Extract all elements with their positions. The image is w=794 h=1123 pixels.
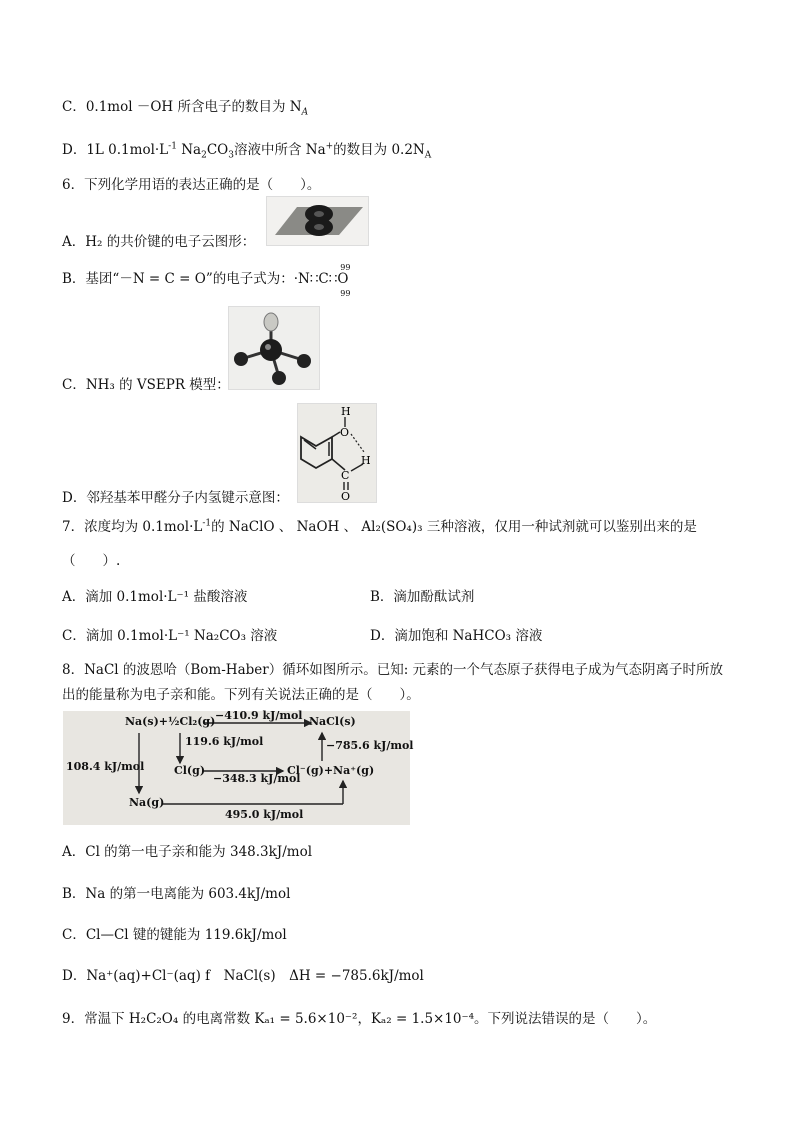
- q5-d-sub2: 3: [228, 150, 234, 161]
- energy-na-sublimation: 108.4 kJ/mol: [66, 760, 145, 773]
- q5-d-part3: CO: [206, 142, 229, 158]
- q6-b-text: B．基团“－N = C = O”的电子式为：: [62, 271, 294, 287]
- q6-option-b: [62, 263, 351, 298]
- isocyanate-electron-formula: [293, 263, 351, 298]
- q5-option-c-sub: A: [301, 107, 309, 118]
- q8-option-d: D．Na⁺(aq)+Cl⁻(aq) f NaCl(s) ΔH = −785.6kJ/mol: [62, 968, 424, 984]
- q8-option-b: B．Na 的第一电离能为 603.4kJ/mol: [62, 886, 291, 902]
- q8-option-a: A．Cl 的第一电子亲和能为 348.3kJ/mol: [62, 844, 313, 860]
- q5-d-sup2: +: [325, 141, 334, 152]
- q6-b-dots-bottom: 99: [340, 289, 351, 298]
- label-nacl-s: NaCl(s): [309, 715, 356, 728]
- electron-cloud-icon: [267, 197, 368, 245]
- q8-stem-line1: 8．NaCl 的波恩哈（Bom-Haber）循环如图所示。已知: 元素的一个气态原子获得电子成为气态阴离子时所放: [62, 662, 724, 678]
- q5-d-part4: 溶液中所含 Na: [233, 142, 326, 158]
- q5-option-c: [62, 98, 308, 116]
- q5-d-sup1: -1: [168, 141, 177, 152]
- born-haber-cycle-diagram: [63, 709, 414, 825]
- svg-text:O: O: [340, 426, 350, 439]
- energy-ionization: 495.0 kJ/mol: [225, 808, 304, 821]
- q7-option-d: D．滴加饱和 NaHCO₃ 溶液: [370, 628, 543, 644]
- nh3-vsepr-model-image: [228, 306, 320, 390]
- vsepr-model-icon: [229, 307, 319, 389]
- q7-stem-line1: [62, 518, 697, 536]
- svg-text:H: H: [361, 454, 371, 467]
- q5-d-part1: D．1L 0.1mol·L: [62, 142, 169, 158]
- q6-option-c: C．NH₃ 的 VSEPR 模型：: [62, 377, 230, 393]
- energy-formation: −410.9 kJ/mol: [215, 709, 303, 722]
- q5-d-sub3: A: [424, 150, 432, 161]
- q7-stem-sup: -1: [202, 518, 212, 529]
- svg-text:C: C: [341, 469, 350, 482]
- h2-electron-cloud-image: [266, 196, 369, 246]
- label-na-g: Na(g): [129, 796, 165, 809]
- q5-d-sub1: 2: [201, 150, 207, 161]
- q5-option-d: [62, 141, 431, 159]
- q6-option-a: A．H₂ 的共价键的电子云图形：: [62, 234, 256, 250]
- q7-stem-part2: 的 NaClO 、 NaOH 、 Al₂(SO₄)₃ 三种溶液，仅用一种试剂就可以鉴别出来的是: [211, 519, 697, 535]
- label-cl-g: Cl(g): [174, 764, 206, 777]
- q8-stem-line2: 出的能量称为电子亲和能。下列有关说法正确的是（ ）。: [62, 687, 420, 703]
- q7-option-b: B．滴加酚酞试剂: [370, 589, 475, 605]
- q6-b-dots-top: 99: [340, 263, 351, 272]
- q6-stem: 6．下列化学用语的表达正确的是（ ）。: [62, 177, 321, 193]
- svg-text:O: O: [341, 490, 351, 502]
- q7-stem-part1: 7．浓度均为 0.1mol·L: [62, 519, 203, 535]
- q6-option-d: D．邻羟基苯甲醛分子内氢键示意图：: [62, 490, 289, 506]
- hydrogen-bond-diagram-image: [297, 403, 377, 503]
- q5-d-part5: 的数目为 0.2N: [333, 142, 425, 158]
- q9-stem: 9．常温下 H₂C₂O₄ 的电离常数 Kₐ₁ = 5.6×10⁻²，Kₐ₂ = 1.5×10⁻⁴。下列说法错误的是（ ）。: [62, 1011, 657, 1027]
- q6-b-formula: ·N∷C∷O: [293, 271, 349, 287]
- label-na-cl2: Na(s)+½Cl₂(g): [125, 715, 216, 728]
- q5-option-c-text: C．0.1mol －OH 所含电子的数目为 N: [62, 99, 302, 115]
- energy-lattice: −785.6 kJ/mol: [326, 739, 414, 752]
- q7-option-a: A．滴加 0.1mol·L⁻¹ 盐酸溶液: [62, 589, 248, 605]
- benzaldehyde-structure-icon: [298, 404, 376, 502]
- q7-stem-line2: （ ）.: [62, 553, 121, 569]
- q8-option-c: C．Cl—Cl 键的键能为 119.6kJ/mol: [62, 927, 287, 943]
- q5-d-part2: Na: [176, 142, 202, 158]
- energy-electron-affinity: −348.3 kJ/mol: [213, 772, 301, 785]
- svg-text:H: H: [341, 405, 351, 418]
- q7-option-c: C．滴加 0.1mol·L⁻¹ Na₂CO₃ 溶液: [62, 628, 278, 644]
- label-ions-g: Cl⁻(g)+Na⁺(g): [287, 764, 375, 777]
- energy-cl-dissociation: 119.6 kJ/mol: [185, 735, 264, 748]
